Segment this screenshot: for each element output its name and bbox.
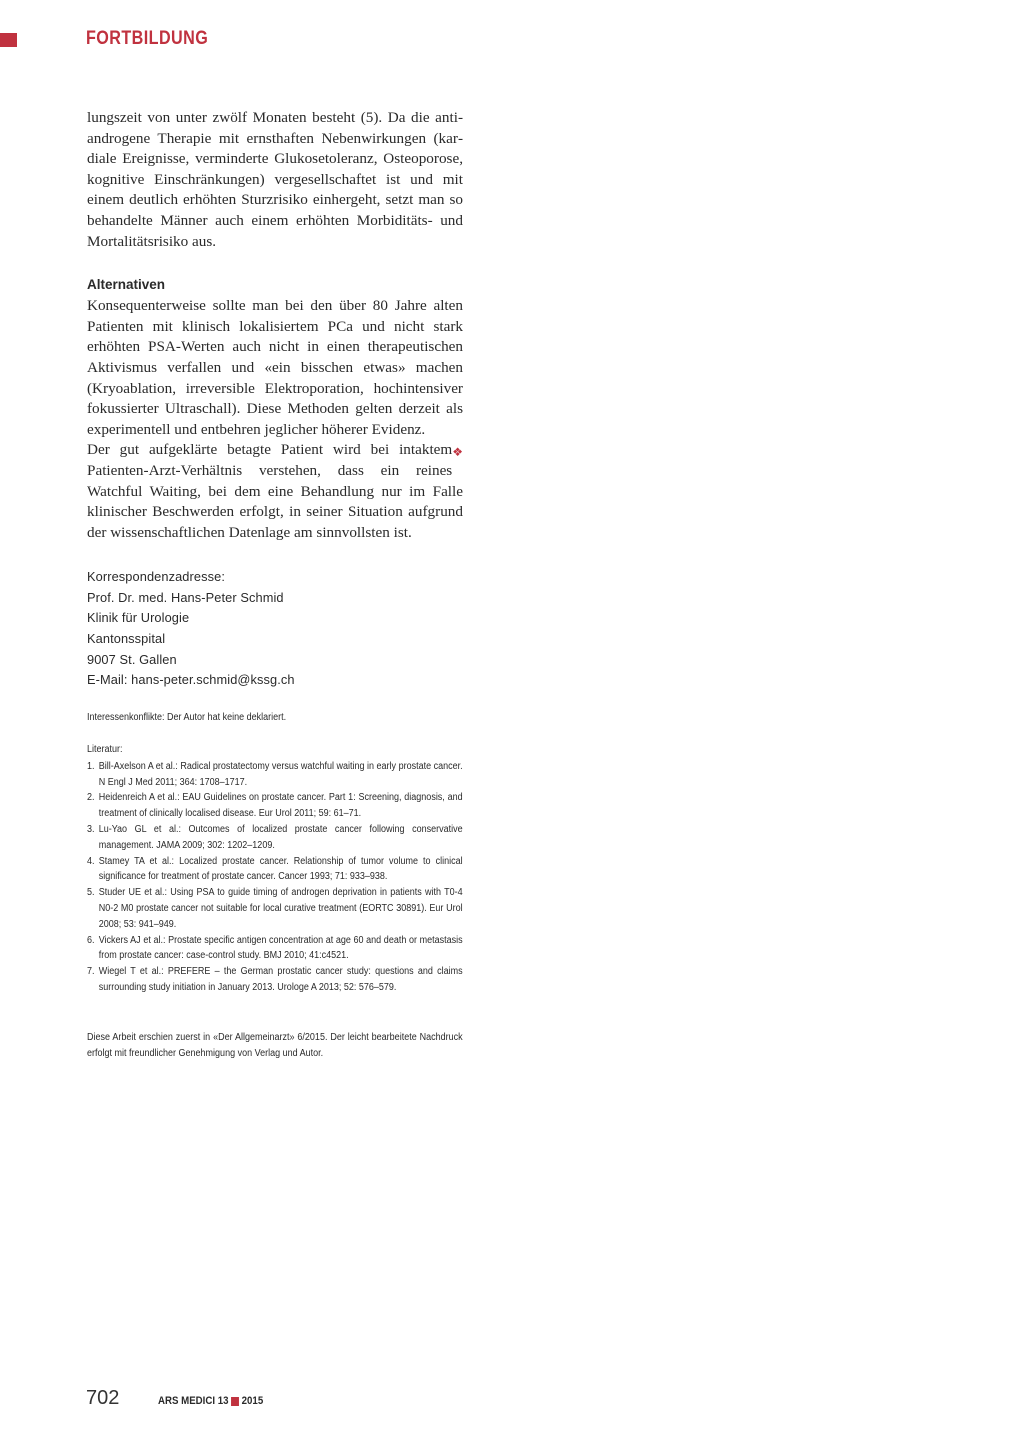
end-mark-icon: ❖ <box>452 445 463 460</box>
reference-item <box>87 885 463 932</box>
page-number: 702 <box>86 1387 120 1409</box>
reference-text: Vickers AJ et al.: Prostate specific antigen concentration at age 60 and death or metastasis from prostate cancer: case-control study. BMJ 2010; 41:c4521. <box>98 934 463 962</box>
paragraph-conclusion <box>87 440 463 543</box>
reference-number: 5. <box>87 887 95 899</box>
reference-text: Wiegel T et al.: PREFERE – the German prostatic cancer study: questions and claims surrounding study initiation in January 2013. Urologe A 2013; 52: 576–579. <box>98 966 463 993</box>
footer-marker <box>231 1397 239 1406</box>
correspondence-address <box>87 567 463 691</box>
reference-item <box>87 933 463 965</box>
reference-number: 6. <box>87 934 95 946</box>
reference-text: Studer UE et al.: Using PSA to guide timing of androgen deprivation in patients with T0-4 N0-2 M0 prostate cancer not suitable for local curative treatment (EORTC 30891). Eur Urol 2008; 53: 941–949. <box>98 887 463 930</box>
reference-number: 3. <box>87 824 95 836</box>
reference-text: Bill-Axelson A et al.: Radical prostatectomy versus watchful waiting in early prostate cancer. N Engl J Med 2011; 364: 1708–1717. <box>98 760 463 788</box>
paragraph-conclusion-text: Der gut aufgeklärte betagte Patient wird bei intaktem Patienten-Arzt-Verhältnis verstehen, dass ein reines Watchful Waiting, bei dem eine Behandlung nur im Falle klinischer Beschwerden erfolgt, in seiner Situation aufgrund der wissenschaftlichen Datenlage am sinnvollsten ist. <box>87 441 463 541</box>
paragraph-alternatives: Konsequenterweise sollte man bei den über 80 Jahre alten Patienten mit klinisch lokalisiertem PCa und nicht stark erhöhten PSA-Werten auch nicht in einen therapeutischen Aktivismus verfallen und «ein bisschen etwas» machen (Kryoablation, irreversible Elektroporation, hochintensiver fokussierter Ultraschall). Diese Methoden gelten derzeit als experimentell und entbehren jeglicher höherer Evidenz. <box>87 297 463 438</box>
reference-text: Heidenreich A et al.: EAU Guidelines on prostate cancer. Part 1: Screening, diagnosis, and treatment of clinically localised disease. Eur Urol 2011; 59: 61–71. <box>98 792 463 820</box>
section-heading: Alternativen <box>87 277 166 293</box>
contact-hospital: Kantonsspital <box>87 631 166 647</box>
reference-item <box>87 790 463 822</box>
reference-item <box>87 759 463 791</box>
literature-heading: Literatur: <box>87 743 123 755</box>
journal-issue: ARS MEDICI 13 <box>158 1395 229 1407</box>
conflicts-statement: Interessenkonflikte: Der Autor hat keine deklariert. <box>87 711 287 723</box>
reference-number: 2. <box>87 792 95 804</box>
reference-item <box>87 822 463 854</box>
article-column <box>87 108 463 1061</box>
reference-item <box>87 854 463 886</box>
reference-number: 4. <box>87 855 95 867</box>
reference-text: Stamey TA et al.: Localized prostate cancer. Relationship of tumor volume to clinical significance for treatment of prostate cancer. Cancer 1993; 71: 933–938. <box>98 855 463 883</box>
reprint-note: Diese Arbeit erschien zuerst in «Der Allgemeinarzt» 6/2015. Der leicht bearbeitete Nachdruck erfolgt mit freundlicher Genehmigung von Verlag und Autor. <box>87 1031 463 1059</box>
contact-label: Korrespondenzadresse: <box>87 569 225 585</box>
reference-number: 7. <box>87 966 95 978</box>
reference-text: Lu-Yao GL et al.: Outcomes of localized prostate cancer following conservative management. JAMA 2009; 302: 1202–1209. <box>98 824 463 851</box>
reference-list <box>87 759 463 996</box>
section-title: FORTBILDUNG <box>86 28 209 49</box>
journal-footer <box>158 1395 263 1407</box>
contact-clinic: Klinik für Urologie <box>87 610 190 626</box>
contact-name: Prof. Dr. med. Hans-Peter Schmid <box>87 589 284 605</box>
section-marker <box>0 33 17 47</box>
reference-number: 1. <box>87 760 95 772</box>
journal-year: 2015 <box>241 1395 264 1407</box>
contact-email: E-Mail: hans-peter.schmid@kssg.ch <box>87 672 295 688</box>
contact-city: 9007 St. Gallen <box>87 651 177 667</box>
reference-item <box>87 964 463 996</box>
paragraph-intro: lungszeit von unter zwölf Monaten besteht (5). Da die antiandrogene Therapie mit ernsthaften Nebenwirkungen (kardiale Ereignisse, verminderte Glukosetoleranz, Osteoporose, kognitive Einschränkungen) vergesellschaftet ist und mit einem deutlich erhöhten Sturzrisiko einhergeht, setzt man so behandelte Männer auch einem erhöhten Morbiditäts- und Mortalitätsrisiko aus. <box>87 109 463 250</box>
